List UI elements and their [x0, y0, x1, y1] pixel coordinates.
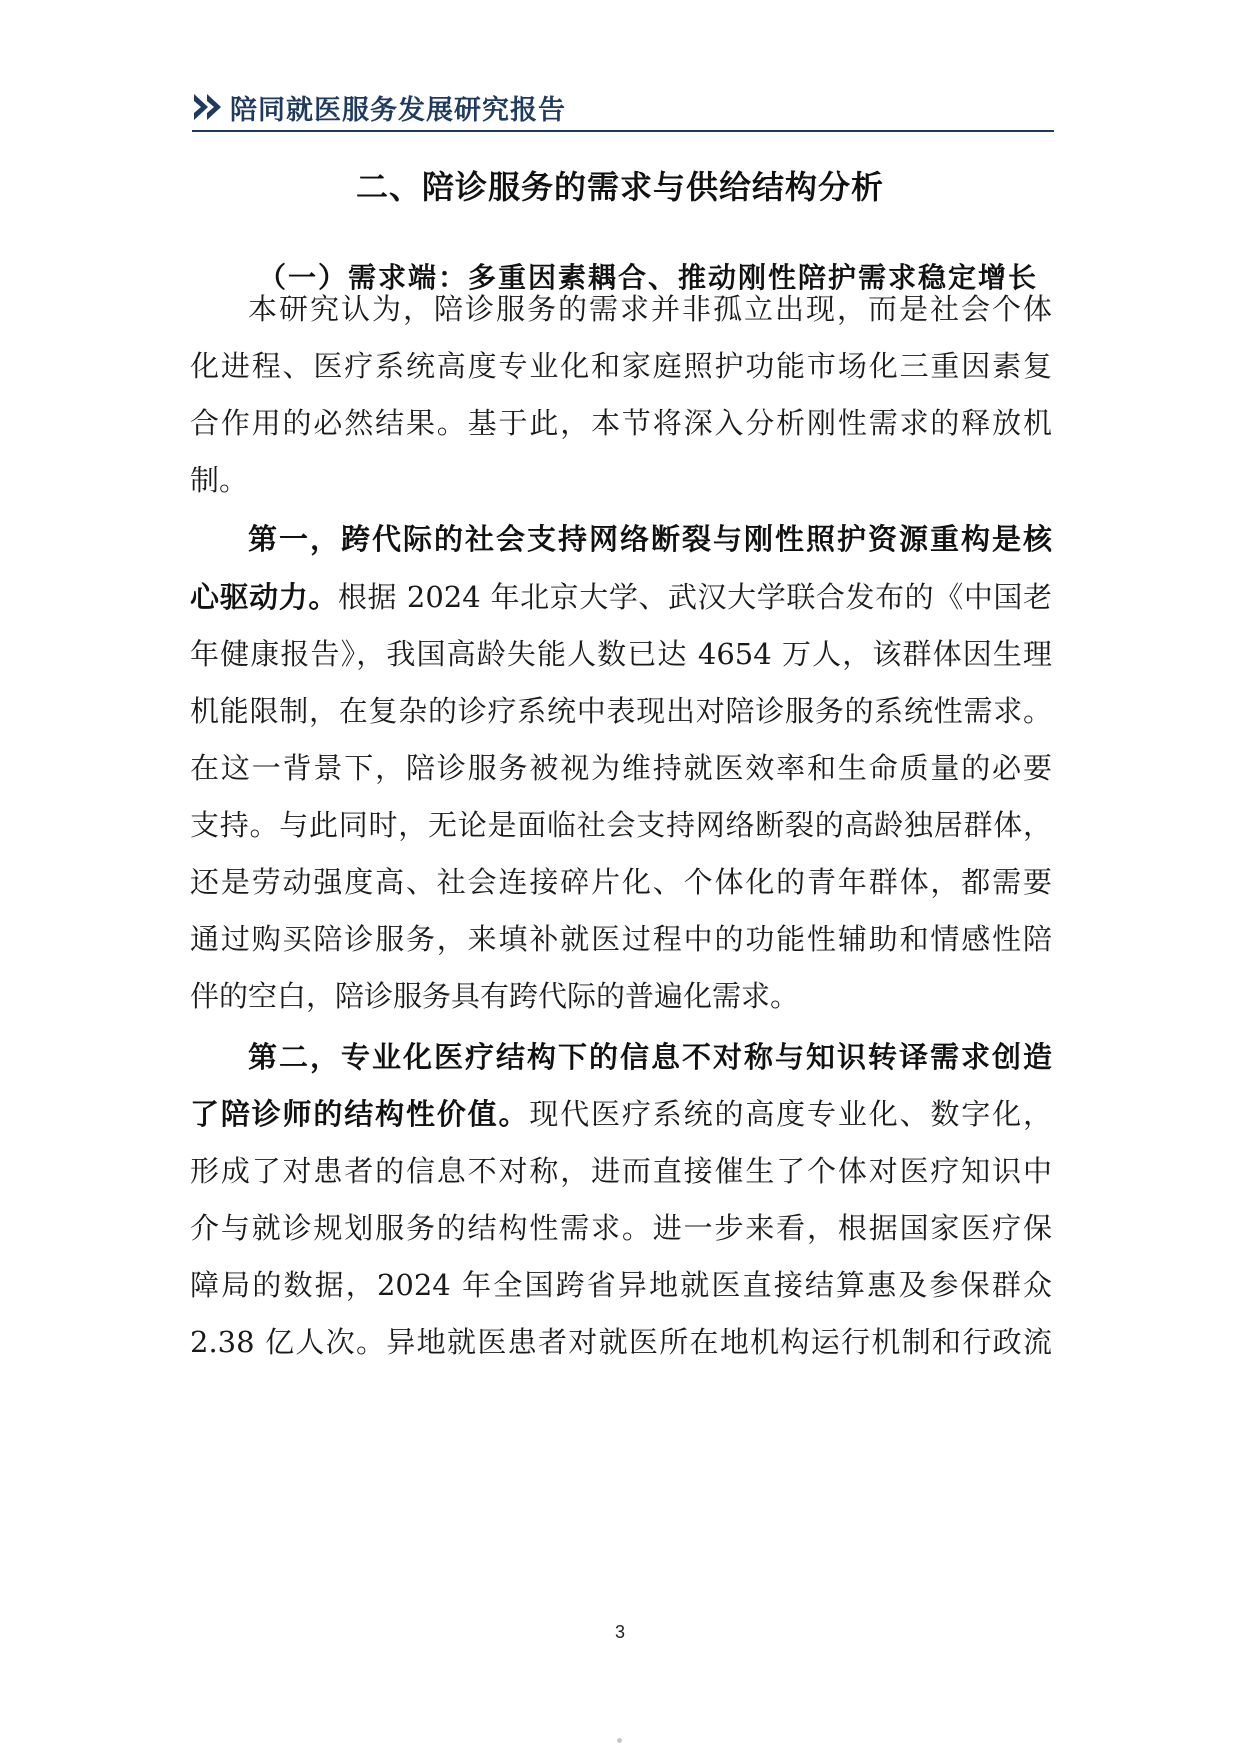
paragraph-line: 在这一背景下，陪诊服务被视为维持就医效率和生命质量的必要	[190, 751, 1052, 785]
double-chevron-right-icon	[194, 94, 228, 120]
paragraph-line	[248, 519, 1052, 559]
paragraph-line	[190, 577, 1052, 617]
paragraph-line	[248, 1037, 1052, 1077]
paragraph-line: 化进程、医疗系统高度专业化和家庭照护功能市场化三重因素复	[190, 349, 1052, 383]
paragraph-line: 合作用的必然结果。基于此，本节将深入分析刚性需求的释放机	[190, 406, 1052, 440]
bold-lead-text: 第一，跨代际的社会支持网络断裂与刚性照护资源重构是核	[248, 522, 1052, 556]
paragraph-text: 现代医疗系统的高度专业化、数字化，	[529, 1097, 1052, 1131]
paragraph-line: 伴的空白，陪诊服务具有跨代际的普遍化需求。	[190, 979, 800, 1013]
paragraph-line: 机能限制，在复杂的诊疗系统中表现出对陪诊服务的系统性需求。	[190, 694, 1052, 728]
running-header	[192, 84, 1054, 132]
paragraph-line: 制。	[190, 463, 249, 497]
page-number: 3	[614, 1622, 625, 1642]
bold-lead-text: 第二，专业化医疗结构下的信息不对称与知识转译需求创造	[248, 1040, 1052, 1074]
paragraph-line: 支持。与此同时，无论是面临社会支持网络断裂的高龄独居群体，	[190, 808, 1052, 842]
paragraph-line: 年健康报告》，我国高龄失能人数已达 4654 万人，该群体因生理	[190, 637, 1052, 671]
paragraph-line: 介与就诊规划服务的结构性需求。进一步来看，根据国家医疗保	[190, 1211, 1052, 1245]
paragraph-line: 2.38 亿人次。异地就医患者对就医所在地机构运行机制和行政流	[190, 1325, 1052, 1359]
paragraph-text: 根据 2024 年北京大学、武汉大学联合发布的《中国老	[337, 580, 1052, 614]
paragraph-line: 通过购买陪诊服务，来填补就医过程中的功能性辅助和情感性陪	[190, 922, 1052, 956]
subsection-title: （一）需求端：多重因素耦合、推动刚性陪护需求稳定增长	[258, 261, 1039, 294]
paragraph-line	[190, 1094, 1052, 1134]
bold-lead-text: 心驱动力。	[190, 580, 338, 614]
bold-lead-text: 了陪诊师的结构性价值。	[190, 1097, 530, 1131]
paragraph-line: 还是劳动强度高、社会连接碎片化、个体化的青年群体，都需要	[190, 865, 1052, 899]
scroll-dot-indicator	[617, 1738, 622, 1743]
report-title: 陪同就医服务发展研究报告	[230, 95, 566, 126]
paragraph-line: 本研究认为，陪诊服务的需求并非孤立出现，而是社会个体	[248, 292, 1052, 326]
paragraph-line: 形成了对患者的信息不对称，进而直接催生了个体对医疗知识中	[190, 1154, 1052, 1188]
paragraph-line: 障局的数据，2024 年全国跨省异地就医直接结算惠及参保群众	[190, 1268, 1052, 1302]
section-title: 二、陪诊服务的需求与供给结构分析	[355, 168, 884, 206]
